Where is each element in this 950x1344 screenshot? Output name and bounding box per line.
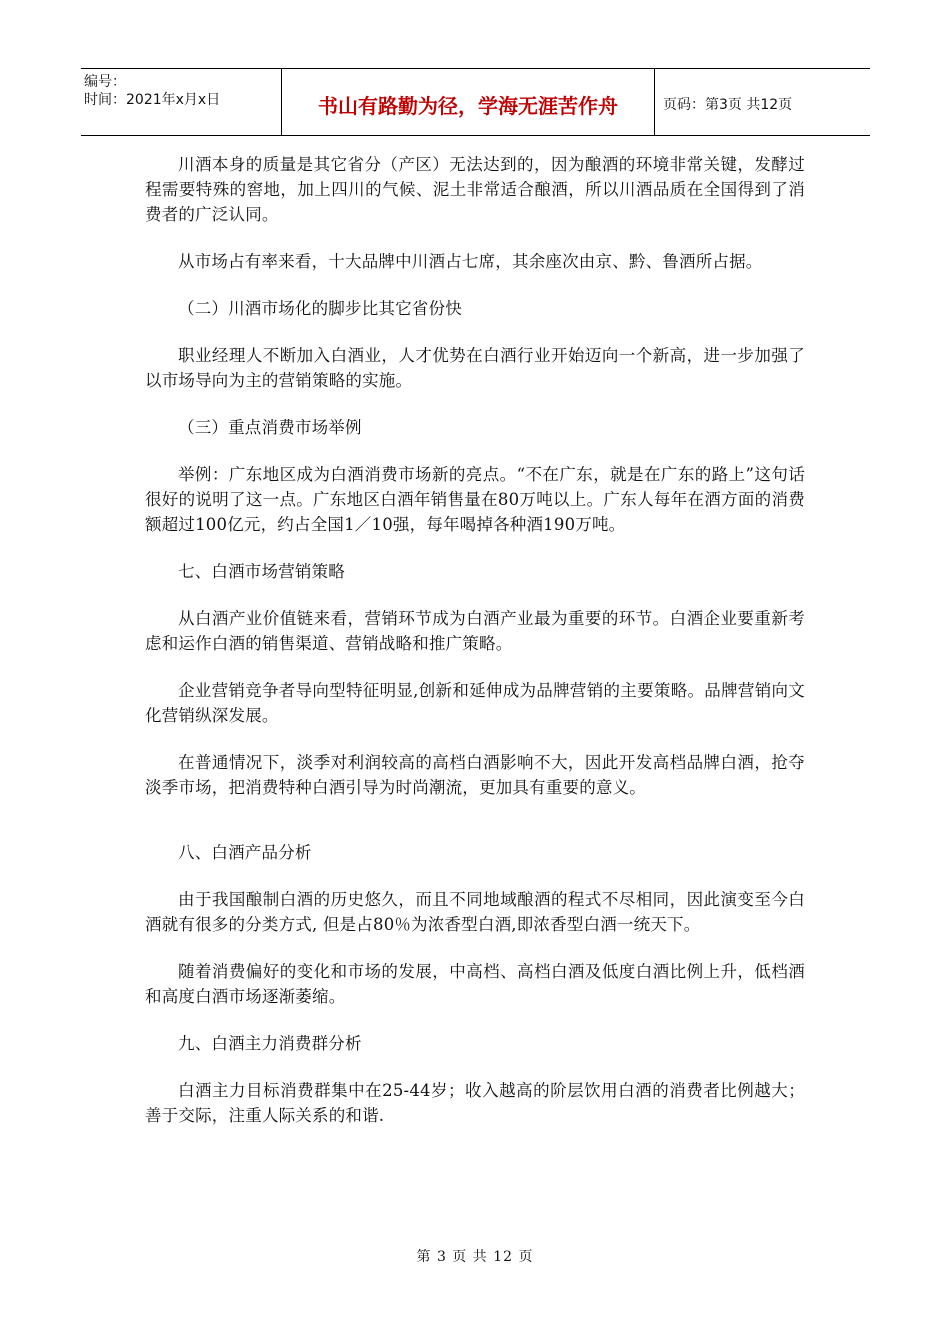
paragraph: 在普通情况下，淡季对利润较高的高档白酒影响不大，因此开发高档品牌白酒，抢夺淡季市场，把消费特种白酒引导为时尚潮流，更加具有重要的意义。 <box>145 753 805 797</box>
document-number-label: 编号： <box>84 74 126 90</box>
section-heading: 九、白酒主力消费群分析 <box>178 1034 362 1053</box>
paragraph: 从白酒产业价值链来看，营销环节成为白酒产业最为重要的环节。白酒企业要重新考虑和运作白酒的销售渠道、营销战略和推广策略。 <box>145 609 805 653</box>
document-time-label: 时间：2021年x月x日 <box>84 92 221 108</box>
header-motto: 书山有路勤为径，学海无涯苦作舟 <box>282 69 655 135</box>
paragraph: 职业经理人不断加入白酒业，人才优势在白酒行业开始迈向一个新高，进一步加强了以市场导向为主的营销策略的实施。 <box>145 346 805 390</box>
section-heading: （三）重点消费市场举例 <box>178 418 362 437</box>
paragraph: 川酒本身的质量是其它省分（产区）无法达到的，因为酿酒的环境非常关键，发酵过程需要特殊的窖地，加上四川的气候、泥土非常适合酿酒，所以川酒品质在全国得到了消费者的广泛认同。 <box>145 155 805 224</box>
paragraph: 白酒主力目标消费群集中在25-44岁；收入越高的阶层饮用白酒的消费者比例越大；善于交际，注重人际关系的和谐. <box>145 1081 805 1125</box>
paragraph: 由于我国酿制白酒的历史悠久，而且不同地域酿酒的程式不尽相同，因此演变至今白酒就有很多的分类方式, 但是占80％为浓香型白酒,即浓香型白酒一统天下。 <box>145 890 805 934</box>
page-header <box>81 68 870 136</box>
page-footer: 第 3 页 共 12 页 <box>416 1249 534 1265</box>
document-body <box>145 152 805 1150</box>
section-heading: 八、白酒产品分析 <box>178 843 312 862</box>
paragraph: 随着消费偏好的变化和市场的发展，中高档、高档白酒及低度白酒比例上升，低档酒和高度白酒市场逐渐萎缩。 <box>145 962 805 1006</box>
header-meta <box>81 69 282 135</box>
header-page-info: 页码：第3页 共12页 <box>663 97 793 113</box>
paragraph: 从市场占有率来看，十大品牌中川酒占七席，其余座次由京、黔、鲁酒所占据。 <box>178 252 763 271</box>
paragraph: 举例：广东地区成为白酒消费市场新的亮点。“不在广东，就是在广东的路上”这句话很好的说明了这一点。广东地区白酒年销售量在80万吨以上。广东人每年在酒方面的消费额超过100亿元，约占全国1／10强，每年喝掉各种酒190万吨。 <box>145 465 805 534</box>
paragraph: 企业营销竞争者导向型特征明显,创新和延伸成为品牌营销的主要策略。品牌营销向文化营销纵深发展。 <box>145 681 805 725</box>
section-heading: （二）川酒市场化的脚步比其它省份快 <box>178 299 462 318</box>
section-heading: 七、白酒市场营销策略 <box>178 562 345 581</box>
